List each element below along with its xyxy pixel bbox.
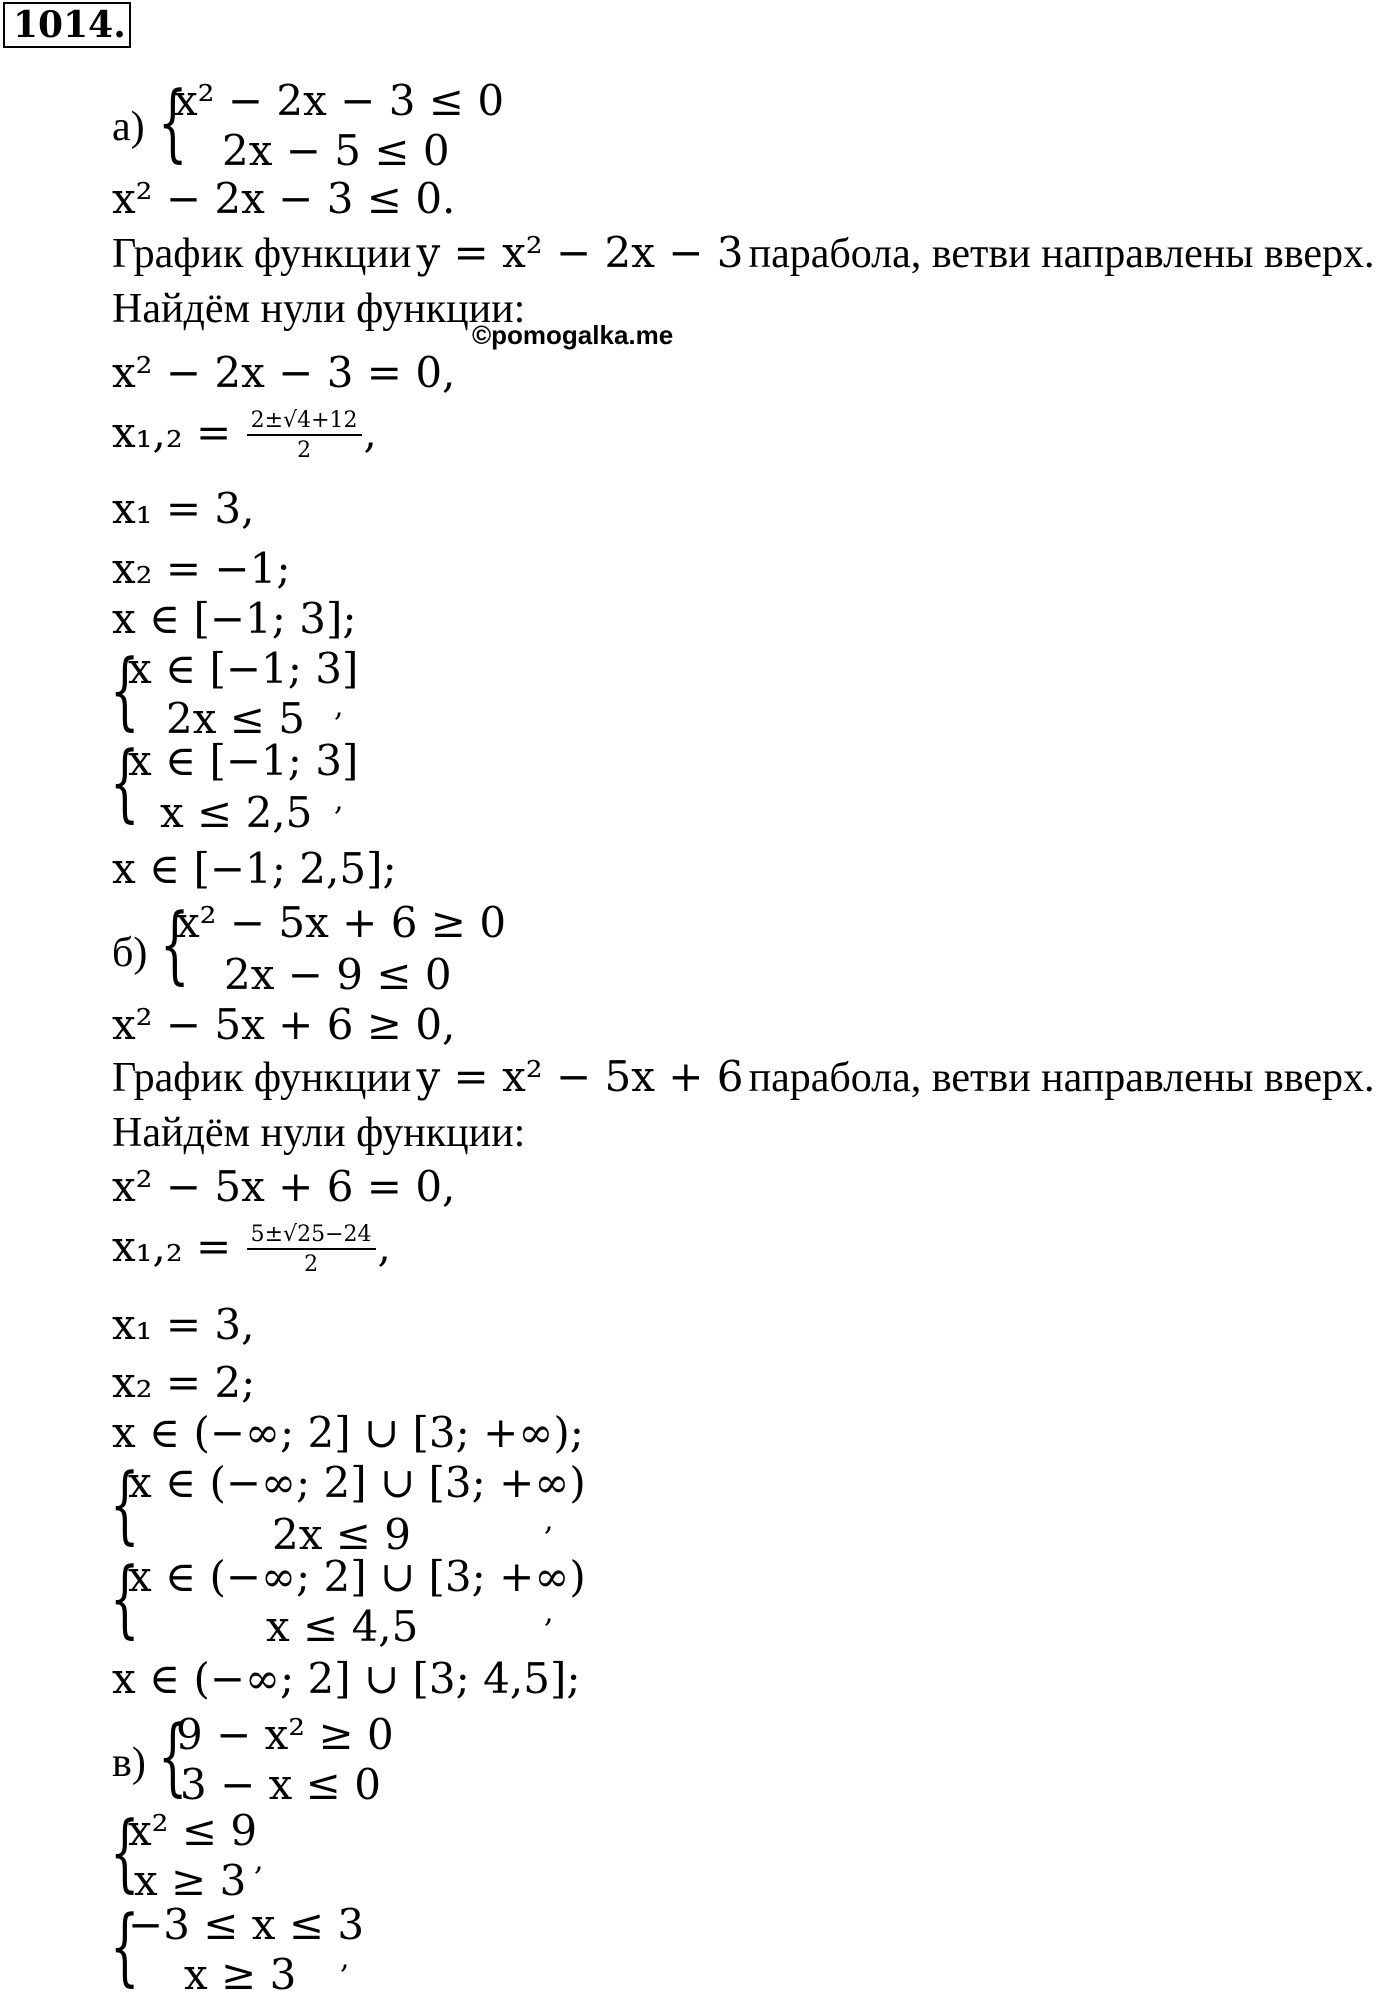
label-a: а) bbox=[112, 104, 145, 150]
math-fragment: x₁,₂ = bbox=[112, 408, 232, 457]
system-line: x ∈ (−∞; 2] ∪ [3; +∞) bbox=[128, 1552, 586, 1601]
fraction bbox=[247, 1224, 376, 1276]
fraction-denominator: 2 bbox=[297, 438, 312, 463]
text-line: Найдём нули функции: bbox=[112, 1110, 526, 1156]
comma: , bbox=[254, 1843, 264, 1878]
system-line: x² ≤ 9 bbox=[128, 1806, 258, 1855]
comma: , bbox=[544, 1595, 554, 1630]
system-brace: { bbox=[110, 1803, 140, 1901]
system-brace: { bbox=[110, 641, 140, 739]
fraction-denominator: 2 bbox=[304, 1252, 319, 1277]
system-line: x² − 5x + 6 ≥ 0 bbox=[176, 898, 507, 947]
system-line: 2x − 9 ≤ 0 bbox=[224, 950, 452, 999]
math-line: x ∈ (−∞; 2] ∪ [3; +∞); bbox=[112, 1408, 584, 1457]
system-brace: { bbox=[110, 1897, 140, 1995]
answer-line: x ∈ (−∞; 2] ∪ [3; 4,5]; bbox=[112, 1654, 581, 1703]
math-line: x ∈ [−1; 3]; bbox=[112, 594, 357, 643]
math-line: x² − 5x + 6 ≥ 0, bbox=[112, 1000, 456, 1049]
system-brace: { bbox=[160, 895, 190, 993]
system-line: x ∈ [−1; 3] bbox=[128, 736, 359, 785]
system-line: x² − 2x − 3 ≤ 0 bbox=[174, 76, 505, 125]
fraction-numerator: 5±√25−24 bbox=[247, 1224, 376, 1250]
system-line: x ≤ 4,5 bbox=[266, 1602, 419, 1651]
system-line: 9 − x² ≥ 0 bbox=[176, 1710, 394, 1759]
system-brace: { bbox=[110, 1455, 140, 1553]
comma: , bbox=[544, 1503, 554, 1538]
text-line bbox=[112, 1052, 1375, 1101]
text-fragment: График функции bbox=[112, 231, 412, 277]
watermark: ©pomogalka.me bbox=[472, 320, 674, 350]
math-line: x₂ = 2; bbox=[112, 1358, 256, 1407]
function-formula: y = x² − 2x − 3 bbox=[416, 228, 744, 277]
system-brace: { bbox=[110, 733, 140, 831]
math-line: x² − 5x + 6 = 0, bbox=[112, 1162, 456, 1211]
system-line: x ≥ 3 bbox=[184, 1950, 297, 1999]
system-brace: { bbox=[110, 1549, 140, 1647]
text-fragment: парабола, ветви направлены вверх. bbox=[748, 1055, 1375, 1101]
text-fragment: График функции bbox=[112, 1055, 412, 1101]
text-line: Найдём нули функции: bbox=[112, 286, 526, 332]
label-b: б) bbox=[112, 930, 148, 976]
problem-number: 1014. bbox=[3, 2, 131, 48]
answer-line: x ∈ [−1; 2,5]; bbox=[112, 844, 397, 893]
comma: , bbox=[334, 783, 344, 818]
fraction-numerator: 2±√4+12 bbox=[247, 410, 362, 436]
comma: , bbox=[340, 1941, 350, 1976]
system-line: 2x − 5 ≤ 0 bbox=[222, 126, 450, 175]
math-fragment: x₁,₂ = bbox=[112, 1222, 232, 1271]
math-line: x₂ = −1; bbox=[112, 544, 291, 593]
system-line: x ≤ 2,5 bbox=[160, 788, 313, 837]
math-line: x² − 2x − 3 = 0, bbox=[112, 348, 456, 397]
system-line: −3 ≤ x ≤ 3 bbox=[128, 1900, 365, 1949]
fraction bbox=[247, 410, 362, 462]
system-line: 2x ≤ 5 bbox=[166, 694, 306, 743]
text-line bbox=[112, 228, 1375, 277]
roots-formula: x₁,₂ = $\frac{2\pm√4+12}{2}$ , bbox=[112, 408, 377, 463]
system-line: x ∈ [−1; 3] bbox=[128, 644, 359, 693]
math-line: x₁ = 3, bbox=[112, 1300, 255, 1349]
system-line: x ≥ 3 bbox=[134, 1856, 247, 1905]
roots-formula: x₁,₂ = $\frac{5\pm√25-24}{2}$ , bbox=[112, 1222, 391, 1277]
comma: , bbox=[334, 689, 344, 724]
system-line: x ∈ (−∞; 2] ∪ [3; +∞) bbox=[128, 1458, 586, 1507]
system-line: 2x ≤ 9 bbox=[272, 1510, 412, 1559]
system-brace: { bbox=[158, 73, 188, 171]
text-fragment: парабола, ветви направлены вверх. bbox=[748, 231, 1375, 277]
label-c: в) bbox=[112, 1740, 146, 1786]
math-line: x₁ = 3, bbox=[112, 484, 255, 533]
system-brace: { bbox=[158, 1707, 188, 1805]
function-formula: y = x² − 5x + 6 bbox=[416, 1052, 744, 1101]
math-line: x² − 2x − 3 ≤ 0. bbox=[112, 174, 456, 223]
system-line: 3 − x ≤ 0 bbox=[180, 1760, 381, 1809]
